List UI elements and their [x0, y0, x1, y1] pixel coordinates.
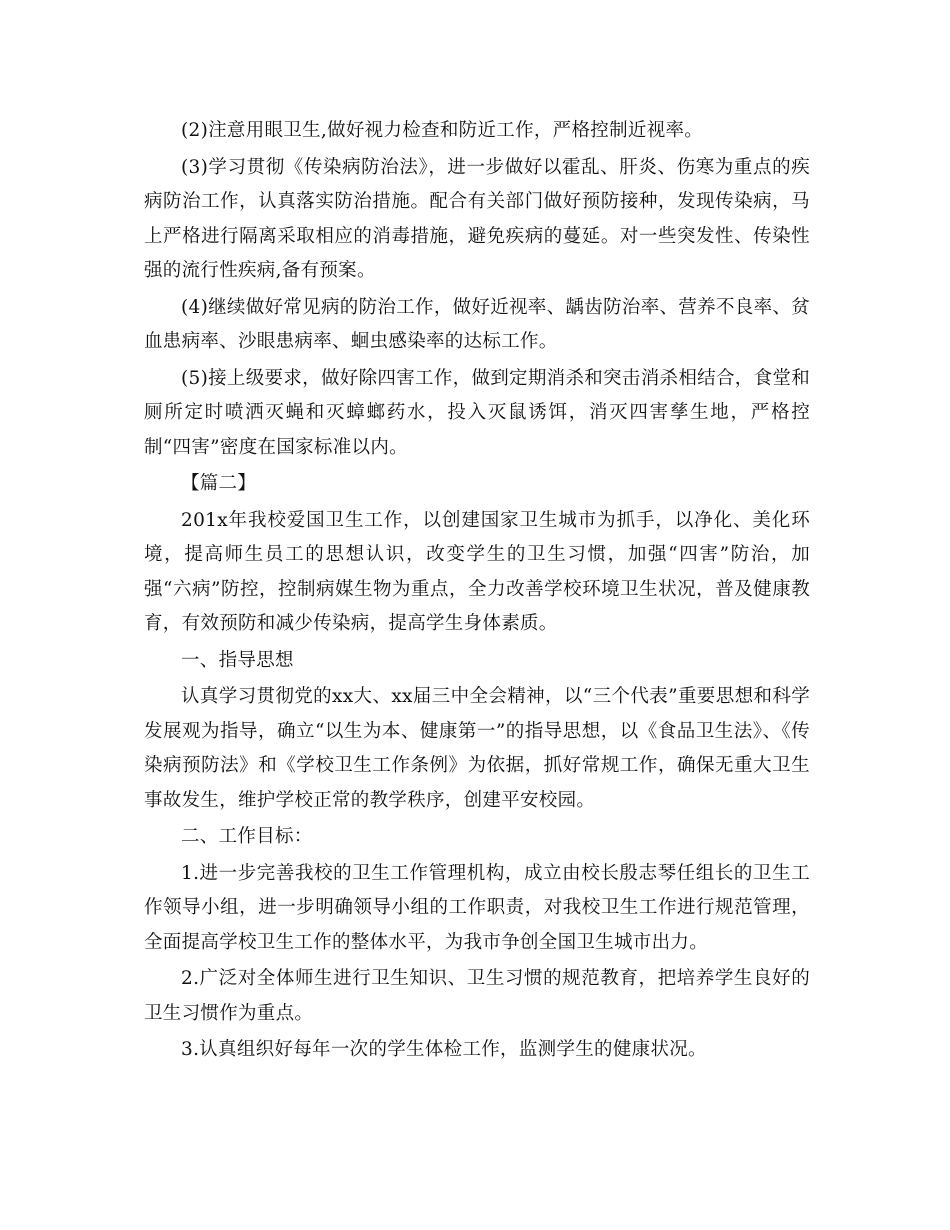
guiding-thought-paragraph: 认真学习贯彻党的xx大、xx届三中全会精神，以“三个代表”重要思想和科学发展观为指导，确立“以生为本、健康第一”的指导思想，以《食品卫生法》、《传染病预防法》和《学校卫生工作条例》为依据，抓好常规工作，确保无重大卫生事故发生，维护学校正常的教学秩序，创建平安校园。: [144, 686, 810, 811]
section-heading-guiding-thought: 一、指导思想: [181, 649, 294, 671]
goal-item-2: 2.广泛对全体师生进行卫生知识、卫生习惯的规范教育，把培养学生良好的卫生习惯作为重点。: [144, 968, 810, 1024]
section-heading-part-two: 【篇二】: [181, 473, 257, 494]
goal-item-3: 3.认真组织好每年一次的学生体检工作，监测学生的健康状况。: [181, 1039, 707, 1060]
paragraph-item-2: (2)注意用眼卫生,做好视力检查和防近工作，严格控制近视率。: [181, 120, 704, 141]
paragraph-item-5: (5)接上级要求，做好除四害工作，做到定期消杀和突击消杀相结合，食堂和厕所定时喷洒灭蝇和灭蟑螂药水，投入灭鼠诱饵，消灭四害孳生地，严格控制“四害”密度在国家标准以内。: [144, 367, 810, 458]
intro-paragraph: 201x年我校爱国卫生工作，以创建国家卫生城市为抓手，以净化、美化环境，提高师生员工的思想认识，改变学生的卫生习惯，加强“四害”防治，加强“六病”防控，控制病媒生物为重点，全力改善学校环境卫生状况，普及健康教育，有效预防和减少传染病，提高学生身体素质。: [144, 509, 810, 634]
section-heading-work-goals: 二、工作目标：: [181, 826, 313, 847]
document-body: [144, 114, 810, 1070]
goal-item-1: 1.进一步完善我校的卫生工作管理机构，成立由校长殷志琴任组长的卫生工作领导小组，进一步明确领导小组的工作职责，对我校卫生工作进行规范管理，全面提高学校卫生工作的整体水平，为我市争创全国卫生城市出力。: [144, 862, 810, 953]
paragraph-item-3: (3)学习贯彻《传染病防治法》，进一步做好以霍乱、肝炎、伤寒为重点的疾病防治工作，认真落实防治措施。配合有关部门做好预防接种，发现传染病，马上严格进行隔离采取相应的消毒措施，避免疾病的蔓延。对一些突发性、传染性强的流行性疾病,备有预案。: [144, 156, 810, 281]
paragraph-item-4: (4)继续做好常见病的防治工作，做好近视率、龋齿防治率、营养不良率、贫血患病率、沙眼患病率、蛔虫感染率的达标工作。: [144, 296, 810, 352]
